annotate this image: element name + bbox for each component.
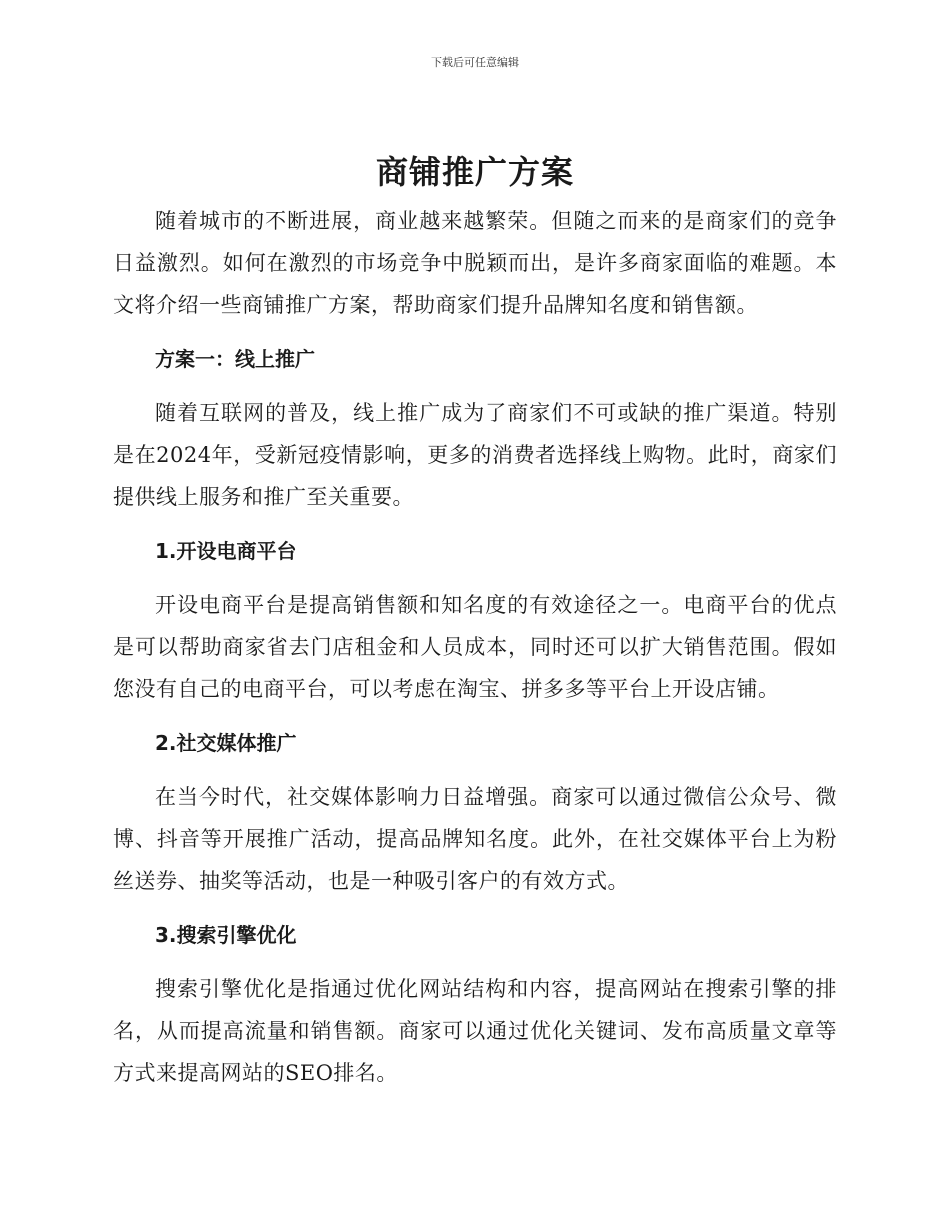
document-body — [113, 150, 837, 1094]
section-body-seo: 搜索引擎优化是指通过优化网站结构和内容，提高网站在搜索引擎的排名，从而提高流量和销售额。商家可以通过优化关键词、发布高质量文章等方式来提高网站的SEO排名。 — [113, 977, 837, 1085]
intro-paragraph: 随着城市的不断进展，商业越来越繁荣。但随之而来的是商家们的竞争日益激烈。如何在激烈的市场竞争中脱颖而出，是许多商家面临的难题。本文将介绍一些商铺推广方案，帮助商家们提升品牌知名度和销售额。 — [113, 209, 837, 317]
header-note: 下载后可任意编辑 — [431, 56, 519, 69]
document-title: 商铺推广方案 — [375, 153, 574, 191]
section-heading-seo: 3.搜索引擎优化 — [155, 923, 297, 947]
section-heading-social-media: 2.社交媒体推广 — [155, 731, 297, 755]
section-heading-ecommerce: 1.开设电商平台 — [155, 539, 297, 563]
section-body-online-promotion: 随着互联网的普及，线上推广成为了商家们不可或缺的推广渠道。特别是在2024年，受新冠疫情影响，更多的消费者选择线上购物。此时，商家们提供线上服务和推广至关重要。 — [113, 401, 837, 509]
section-body-social-media: 在当今时代，社交媒体影响力日益增强。商家可以通过微信公众号、微博、抖音等开展推广活动，提高品牌知名度。此外，在社交媒体平台上为粉丝送券、抽奖等活动，也是一种吸引客户的有效方式。 — [113, 785, 837, 893]
section-heading-online-promotion: 方案一：线上推广 — [155, 347, 315, 371]
section-body-ecommerce: 开设电商平台是提高销售额和知名度的有效途径之一。电商平台的优点是可以帮助商家省去门店租金和人员成本，同时还可以扩大销售范围。假如您没有自己的电商平台，可以考虑在淘宝、拼多多等平台上开设店铺。 — [113, 593, 837, 701]
